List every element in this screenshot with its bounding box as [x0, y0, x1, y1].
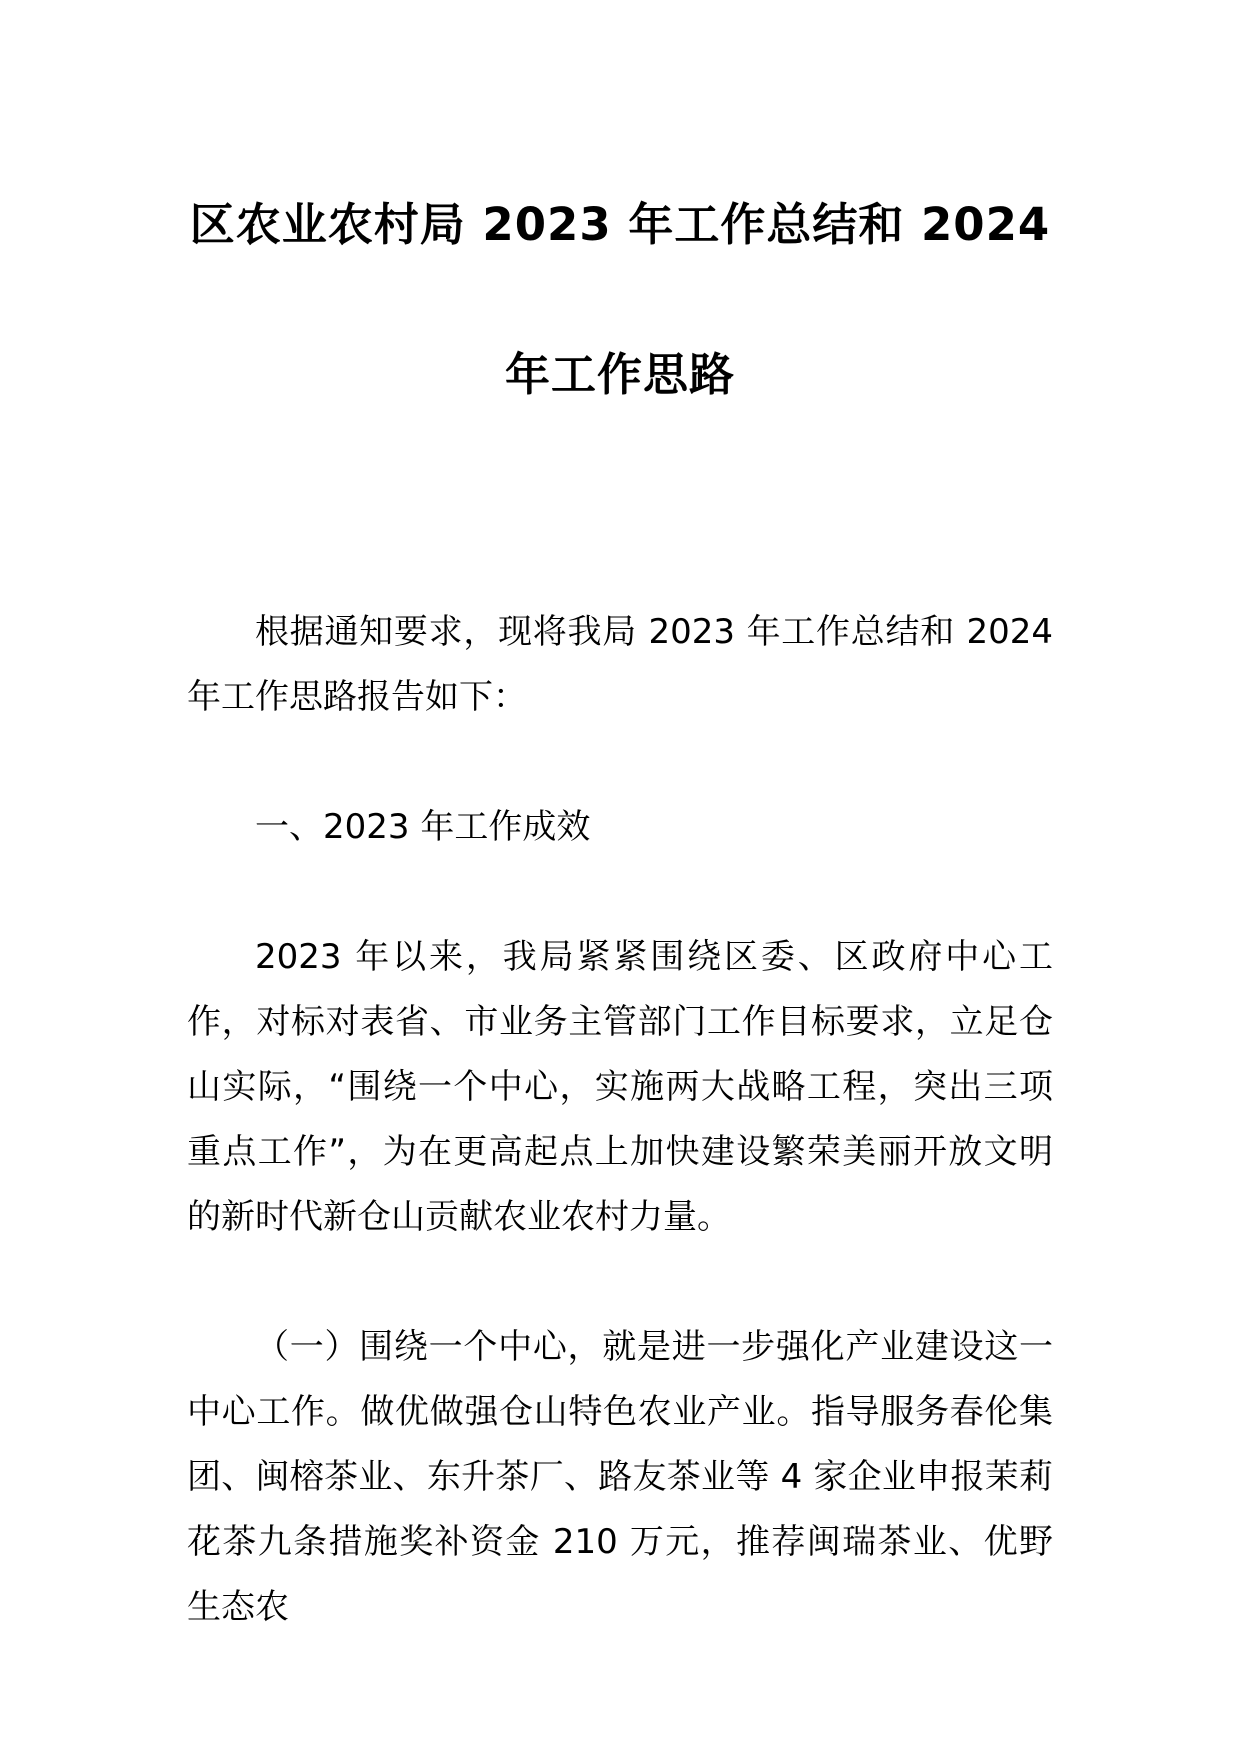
- section-heading-2023-results: 一、2023 年工作成效: [255, 807, 591, 847]
- paragraph-point-one-industry: （一）围绕一个中心，就是进一步强化产业建设这一中心工作。做优做强仓山特色农业产业。指导服务春伦集团、闽榕茶业、东升茶厂、路友茶业等 4 家企业申报茉莉花茶九条措施奖补资金 210 万元，推荐闽瑞茶业、优野生态农: [187, 1327, 1053, 1627]
- paragraph-intro: 根据通知要求，现将我局 2023 年工作总结和 2024 年工作思路报告如下：: [187, 612, 1053, 717]
- paragraph-2023-overview: 2023 年以来，我局紧紧围绕区委、区政府中心工作，对标对表省、市业务主管部门工作目标要求，立足仓山实际，“围绕一个中心，实施两大战略工程，突出三项重点工作”，为在更高起点上加快建设繁荣美丽开放文明的新时代新仓山贡献农业农村力量。: [187, 937, 1053, 1237]
- document-title: 区农业农村局 2023 年工作总结和 2024 年工作思路: [189, 198, 1051, 401]
